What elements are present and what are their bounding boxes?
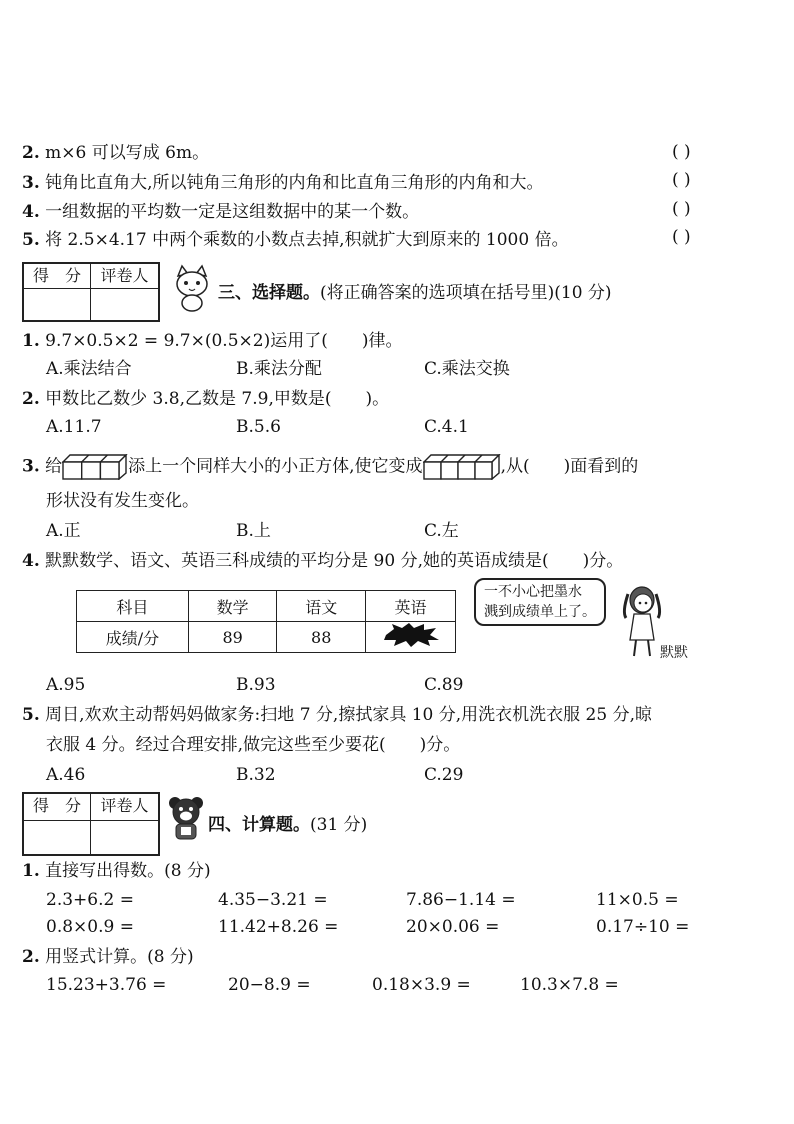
calc-q1: 1. 直接写出得数。(8 分) (22, 861, 211, 881)
choice-q4: 4. 默默数学、语文、英语三科成绩的平均分是 90 分,她的英语成绩是( )分。 (22, 551, 624, 571)
grader-field[interactable] (91, 821, 158, 854)
header-english: 英语 (366, 591, 456, 622)
expression: 15.23+3.76 = (46, 975, 167, 995)
choice-q5: 5. 周日,欢欢主动帮妈妈做家务:扫地 7 分,擦拭家具 10 分,用洗衣机洗衣服 25 分,晾 (22, 705, 653, 725)
header-chinese: 语文 (277, 591, 366, 622)
judge-item-5: 5. 将 2.5×4.17 中两个乘数的小数点去掉,积就扩大到原来的 1000 倍。 (22, 230, 569, 250)
option-c[interactable]: C.29 (424, 765, 464, 785)
calc-q2: 2. 用竖式计算。(8 分) (22, 947, 194, 967)
option-c[interactable]: C.89 (424, 675, 464, 695)
option-b[interactable]: B.32 (236, 765, 276, 785)
score-label: 得 分 (24, 264, 91, 289)
option-b[interactable]: B.5.6 (236, 417, 281, 437)
answer-paren[interactable]: ( ) (672, 199, 691, 219)
expression: 11×0.5 = (596, 890, 679, 910)
option-a[interactable]: A.正 (46, 521, 81, 541)
judge-item-3: 3. 钝角比直角大,所以钝角三角形的内角和比直角三角形的内角和大。 (22, 173, 544, 193)
option-a[interactable]: A.乘法结合 (46, 359, 132, 379)
answer-paren[interactable]: ( ) (672, 142, 691, 162)
grader-label: 评卷人 (91, 794, 158, 821)
bear-mascot-icon (166, 796, 206, 842)
expression: 0.17÷10 = (596, 917, 690, 937)
english-score-ink-blot (366, 622, 456, 653)
section-4-title: 四、计算题。(31 分) (208, 815, 368, 835)
three-cube-figure (62, 454, 128, 480)
girl-name-label: 默默 (660, 645, 688, 661)
choice-q3: 3. 给 添上一个同样大小的小正方体,使它变成 ,从( )面看到的 (22, 454, 638, 480)
judge-item-4: 4. 一组数据的平均数一定是这组数据中的某一个数。 (22, 202, 420, 222)
option-c[interactable]: C.左 (424, 521, 459, 541)
option-a[interactable]: A.46 (46, 765, 86, 785)
ink-splash-icon (382, 623, 440, 647)
expression: 20−8.9 = (228, 975, 311, 995)
score-box (22, 792, 160, 856)
option-c[interactable]: C.乘法交换 (424, 359, 510, 379)
header-subject: 科目 (77, 591, 189, 622)
choice-q2: 2. 甲数比乙数少 3.8,乙数是 7.9,甲数是( )。 (22, 389, 390, 409)
expression: 0.8×0.9 = (46, 917, 134, 937)
speech-bubble: 一不小心把墨水 溅到成绩单上了。 (474, 578, 606, 626)
grader-label: 评卷人 (91, 264, 158, 289)
answer-paren[interactable]: ( ) (672, 227, 691, 247)
option-b[interactable]: B.乘法分配 (236, 359, 322, 379)
expression: 11.42+8.26 = (218, 917, 339, 937)
score-field[interactable] (24, 821, 91, 854)
header-math: 数学 (188, 591, 277, 622)
cat-mascot-icon (170, 264, 214, 312)
chinese-score: 88 (277, 622, 366, 653)
math-score: 89 (188, 622, 277, 653)
judge-item-2: 2. m×6 可以写成 6m。 (22, 143, 210, 163)
expression: 0.18×3.9 = (372, 975, 471, 995)
answer-paren[interactable]: ( ) (672, 170, 691, 190)
section-3-title: 三、选择题。(将正确答案的选项填在括号里)(10 分) (218, 283, 612, 303)
choice-q1: 1. 9.7×0.5×2 = 9.7×(0.5×2)运用了( )律。 (22, 331, 403, 351)
grader-field[interactable] (91, 289, 158, 320)
option-c[interactable]: C.4.1 (424, 417, 469, 437)
score-box (22, 262, 160, 322)
choice-q3-cont: 形状没有发生变化。 (46, 491, 199, 511)
row-label: 成绩/分 (77, 622, 189, 653)
option-b[interactable]: B.93 (236, 675, 276, 695)
expression: 10.3×7.8 = (520, 975, 619, 995)
option-a[interactable]: A.11.7 (46, 417, 102, 437)
four-cube-figure (423, 454, 501, 480)
grades-table (76, 590, 456, 653)
expression: 7.86−1.14 = (406, 890, 516, 910)
score-field[interactable] (24, 289, 91, 320)
option-a[interactable]: A.95 (46, 675, 86, 695)
score-label: 得 分 (24, 794, 91, 821)
expression: 2.3+6.2 = (46, 890, 134, 910)
option-b[interactable]: B.上 (236, 521, 271, 541)
expression: 20×0.06 = (406, 917, 500, 937)
choice-q5-cont: 衣服 4 分。经过合理安排,做完这些至少要花( )分。 (46, 735, 461, 755)
expression: 4.35−3.21 = (218, 890, 328, 910)
